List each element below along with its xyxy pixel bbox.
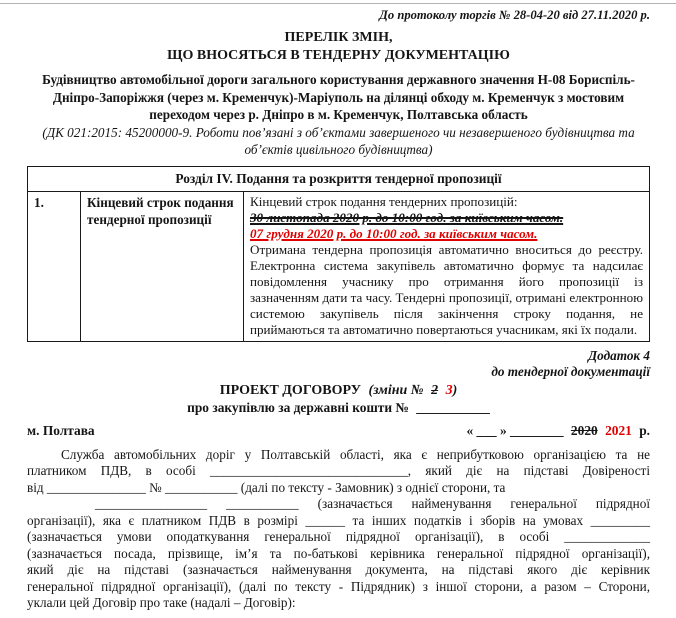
contract-title xyxy=(27,382,650,399)
row-content-cell xyxy=(244,192,650,342)
deadline-explanation: Отримана тендерна пропозиція автоматично вноситься до реєстру. Електронна система закупівель автоматично формує та надсилає повідомлення учаснику про отримання його пропозиції із зазначенням дати та часу. Тендерні пропозиції, отримані електронною системою закупівель після закінчення строку подання, не приймаються та автоматично повертаються учасникам, які їх подали. xyxy=(250,242,643,337)
intro-line: який діє на підставі (зазначається найменування документа, на підставі якого діє керівник xyxy=(27,562,650,577)
date-suffix: р. xyxy=(639,423,650,438)
new-year: 2021 xyxy=(605,423,632,438)
intro-line: генеральної підрядної організації), (далі по тексту - Підрядник) з іншої сторони, а разом – Сторони, xyxy=(27,578,650,594)
project-name: Будівництво автомобільної дороги загального користування державного значення Н-08 Бориспіль-Дніпро-Запоріжжя (через м. Кременчук)-Маріуполь на ділянці обходу м. Кременчук з мостовим переходом через р. Дніпро в м. Кременчук, Полтавська область xyxy=(42,72,635,122)
deadline-intro: Кінцевий строк подання тендерних пропозицій: xyxy=(250,194,518,209)
intro-line: (зазначається посада, прізвище, ім’я та по-батькові керівника генеральної підрядної організації), xyxy=(27,545,650,561)
old-year-struck: 2020 xyxy=(570,423,598,438)
contract-subtitle-text: про закупівлю за державні кошти № xyxy=(187,400,409,415)
intro-line: _________________ ___________ (зазначається найменування генеральної підрядної xyxy=(95,496,650,511)
changes-table xyxy=(27,166,650,343)
annex-label xyxy=(27,348,650,380)
annex-label-line2: до тендерної документації xyxy=(491,364,650,379)
intro-line: Служба автомобільних доріг у Полтавській області, яка є неприбутковою організацією та не xyxy=(61,446,650,462)
table-header-row xyxy=(28,166,650,192)
document-title-line2: ЩО ВНОСЯТЬСЯ В ТЕНДЕРНУ ДОКУМЕНТАЦІЮ xyxy=(167,47,510,63)
contract-title-main: ПРОЕКТ ДОГОВОРУ xyxy=(219,383,361,398)
old-change-number: 2 xyxy=(431,383,439,398)
deadline-old-struck: 30 листопада 2020 р. до 10:00 год. за київським часом. xyxy=(250,210,564,225)
table-row xyxy=(28,192,650,342)
contract-intro-paragraph xyxy=(27,447,650,612)
changes-prefix: (зміни № xyxy=(368,383,424,398)
annex-label-line1: Додаток 4 xyxy=(588,348,650,363)
intro-line: (зазначається умови оподаткування генеральної підрядної організації), в особі _____________ xyxy=(27,529,650,544)
procurement-code: (ДК 021:2015: 45200000-9. Роботи пов’язані з об’єктами завершеного чи незавершеного будівництва та об’єктів цивільного будівництва) xyxy=(42,124,635,157)
document-title-line1: ПЕРЕЛІК ЗМІН, xyxy=(284,30,393,45)
date-line xyxy=(466,423,650,440)
row-subject-cell: Кінцевий строк подання тендерної пропозиції xyxy=(81,192,244,342)
protocol-reference: До протоколу торгів № 28-04-20 від 27.11.2020 р. xyxy=(379,8,650,22)
intro-line: платником ПДВ, в особі ______________________________, який діє на підставі Довіреності xyxy=(27,463,650,478)
changes-suffix: ) xyxy=(452,383,458,398)
section-header-cell: Розділ IV. Подання та розкриття тендерної пропозиції xyxy=(28,166,650,192)
row-number-cell: 1. xyxy=(28,192,81,342)
city-label: м. Полтава xyxy=(27,423,95,438)
new-change-number: 3 xyxy=(445,383,453,398)
place-date-row xyxy=(27,423,650,440)
deadline-new: 07 грудня 2020 р. до 10:00 год. за київським часом. xyxy=(250,226,538,241)
date-blank: « ___ » ________ xyxy=(466,423,564,438)
intro-line: від _______________ № ___________ (далі по тексту - Замовник) з однієї сторони, та xyxy=(27,479,506,495)
intro-line: організації), яка є платником ПДВ в розмірі ______ та інших податків і зборів на умовах _________ xyxy=(27,512,650,528)
contract-subtitle xyxy=(27,399,650,416)
document-content xyxy=(27,4,650,612)
contract-number-blank: ___________ xyxy=(416,400,490,415)
document-title xyxy=(27,29,650,64)
intro-line: уклали цей Договір про таке (надалі – Договір): xyxy=(27,595,296,610)
